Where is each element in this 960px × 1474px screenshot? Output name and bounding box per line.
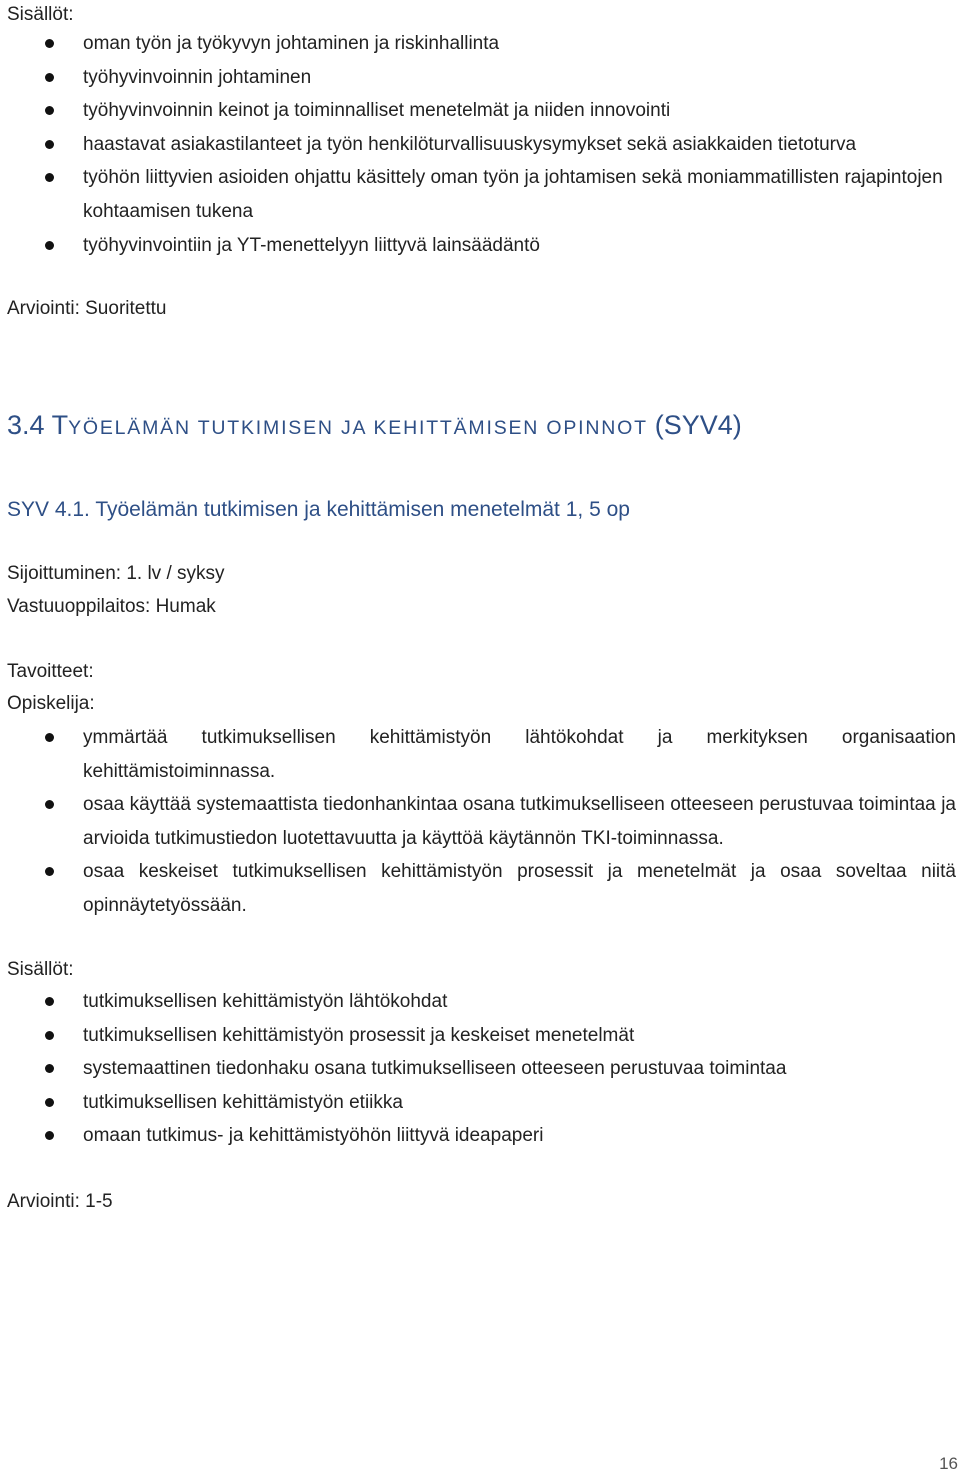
student-label: Opiskelija: [7, 693, 95, 714]
bullet-icon [45, 1031, 54, 1040]
bullet-icon [45, 173, 54, 182]
list-item: työhyvinvointiin ja YT-menettelyyn liittyvä lainsäädäntö [0, 229, 960, 263]
bullet-icon [45, 1131, 54, 1140]
list-item: työhyvinvoinnin keinot ja toiminnalliset menetelmät ja niiden innovointi [0, 94, 960, 128]
list-item: työhön liittyvien asioiden ohjattu käsittely oman työn ja johtamisen sekä moniammatillisten rajapintojen kohtaamisen tukena [0, 161, 960, 228]
assessment-text: Arviointi: Suoritettu [7, 298, 167, 319]
bullet-icon [45, 800, 54, 809]
placement-text: Sijoittuminen: 1. lv / syksy [7, 563, 225, 584]
list-item: tutkimuksellisen kehittämistyön etiikka [0, 1086, 960, 1120]
bullet-icon [45, 867, 54, 876]
list-item: systemaattinen tiedonhaku osana tutkimukselliseen otteeseen perustuvaa toimintaa [0, 1052, 960, 1086]
list-item: osaa käyttää systemaattista tiedonhankintaa osana tutkimukselliseen otteeseen perustuvaa toimintaa ja arvioida tutkimustiedon luotettavuutta ja käyttöä käytännön TKI-toiminnassa. [0, 788, 960, 855]
contents-label: Sisällöt: [7, 4, 74, 25]
responsible-text: Vastuuoppilaitos: Humak [7, 596, 216, 617]
bullet-icon [45, 1098, 54, 1107]
chapter-title: YÖELÄMÄN TUTKIMISEN JA KEHITTÄMISEN OPINNOT [68, 417, 655, 439]
list-item: tutkimuksellisen kehittämistyön lähtökohdat [0, 985, 960, 1019]
list-item: oman työn ja työkyvyn johtaminen ja riskinhallinta [0, 27, 960, 61]
contents-list [0, 985, 960, 1153]
goals-label: Tavoitteet: [7, 661, 94, 682]
chapter-heading [7, 408, 742, 445]
list-item: haastavat asiakastilanteet ja työn henkilöturvallisuuskysymykset sekä asiakkaiden tietoturva [0, 128, 960, 162]
contents-list [0, 27, 960, 262]
list-item: työhyvinvoinnin johtaminen [0, 61, 960, 95]
list-item: osaa keskeiset tutkimuksellisen kehittämistyön prosessit ja menetelmät ja osaa soveltaa niitä opinnäytetyössään. [0, 855, 960, 922]
bullet-icon [45, 241, 54, 250]
bullet-icon [45, 39, 54, 48]
course-title: SYV 4.1. Työelämän tutkimisen ja kehittämisen menetelmät 1, 5 op [7, 498, 630, 521]
bullet-icon [45, 997, 54, 1006]
bullet-icon [45, 140, 54, 149]
bullet-icon [45, 1064, 54, 1073]
chapter-title-initial: T [51, 410, 69, 440]
assessment-text: Arviointi: 1-5 [7, 1191, 113, 1212]
bullet-icon [45, 73, 54, 82]
goals-list [0, 721, 960, 923]
chapter-code: (SYV4) [654, 410, 742, 440]
bullet-icon [45, 106, 54, 115]
list-item: tutkimuksellisen kehittämistyön prosessit ja keskeiset menetelmät [0, 1019, 960, 1053]
list-item: omaan tutkimus- ja kehittämistyöhön liittyvä ideapaperi [0, 1119, 960, 1153]
chapter-number: 3.4 [7, 410, 52, 440]
contents-label: Sisällöt: [7, 959, 74, 980]
page-number: 16 [939, 1454, 958, 1473]
list-item: ymmärtää tutkimuksellisen kehittämistyön lähtökohdat ja merkityksen organisaation kehittämistoiminnassa. [0, 721, 960, 788]
bullet-icon [45, 733, 54, 742]
